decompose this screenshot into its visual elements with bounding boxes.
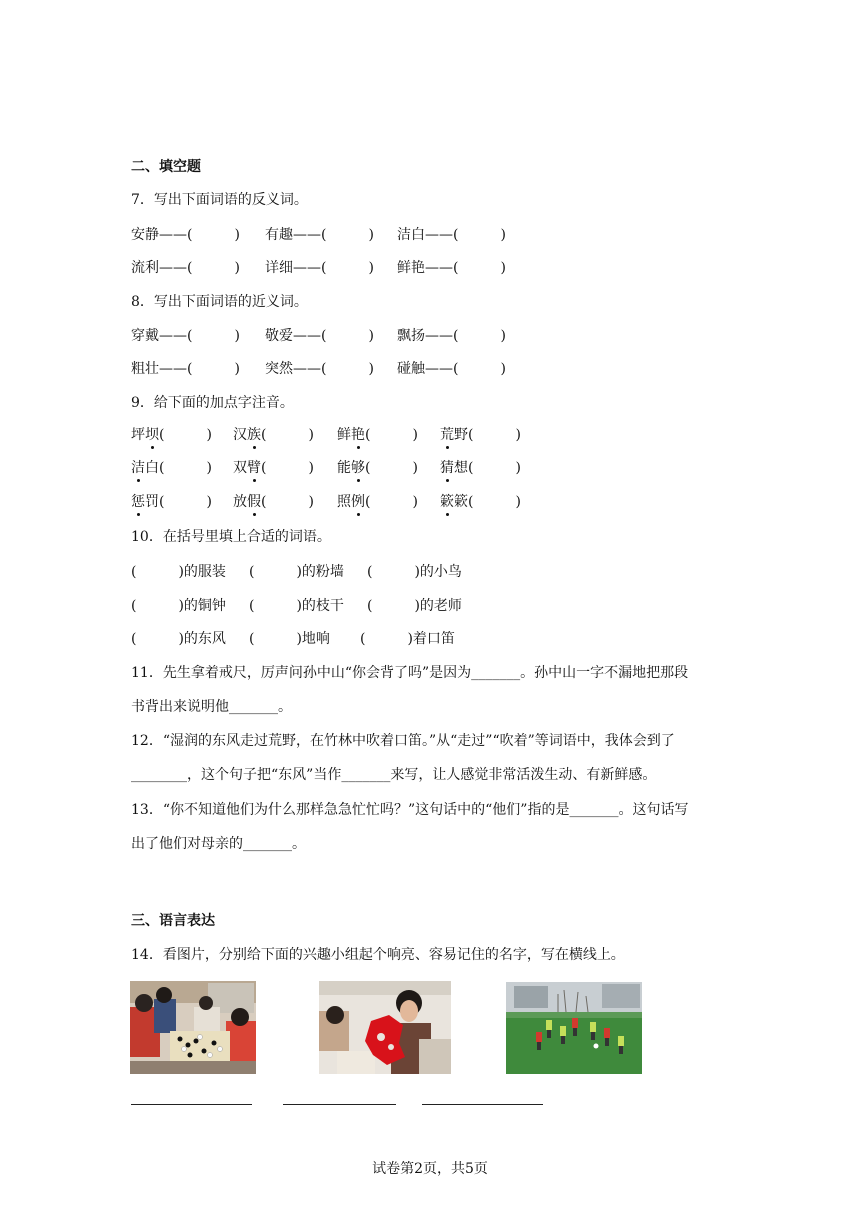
q10-item: ( )地响	[249, 631, 330, 647]
q10-item: ( )的小鸟	[367, 564, 462, 580]
football-group-photo	[506, 982, 642, 1074]
q8-item: 敬爱——( )	[265, 328, 374, 344]
q9-stem: 9．给下面的加点字注音。	[131, 395, 294, 411]
q9-item: 能够( )	[337, 460, 418, 476]
q9-item: 鲜艳( )	[337, 427, 418, 443]
q8-item: 穿戴——( )	[131, 328, 240, 344]
q10-item: ( )的枝干	[249, 598, 344, 614]
q7-item: 洁白——( )	[397, 227, 506, 243]
q10-item: ( )的老师	[367, 598, 462, 614]
chess-group-photo	[130, 981, 256, 1074]
section-3-title: 三、语言表达	[131, 913, 215, 929]
q8-item: 粗壮——( )	[131, 361, 240, 377]
q12-line-1: 12．“湿润的东风走过荒野，在竹林中吹着口笛。”从“走过”“吹着”等词语中，我体会到了	[131, 733, 675, 749]
q12-line-2: ________，这个句子把“东风”当作_______来写，让人感觉非常活泼生动、有新鲜感。	[131, 767, 657, 783]
q9-item: 双臂( )	[233, 460, 314, 476]
answer-line-papercut[interactable]	[283, 1104, 396, 1106]
q11-line-2: 书背出来说明他_______。	[131, 699, 292, 715]
q13-line-2: 出了他们对母亲的_______。	[131, 836, 306, 852]
q9-item: 放假( )	[233, 494, 314, 510]
q10-item: ( )的东风	[131, 631, 226, 647]
q9-item: 坪坝( )	[131, 427, 212, 443]
q10-stem: 10．在括号里填上合适的词语。	[131, 529, 331, 545]
q10-item: ( )的服装	[131, 564, 226, 580]
q11-line-1: 11．先生拿着戒尺，厉声问孙中山“你会背了吗”是因为_______。孙中山一字不漏地把那段	[131, 665, 689, 681]
q9-item: 洁白( )	[131, 460, 212, 476]
q9-item: 汉族( )	[233, 427, 314, 443]
q9-item: 猜想( )	[440, 460, 521, 476]
q8-item: 碰触——( )	[397, 361, 506, 377]
q13-line-1: 13．“你不知道他们为什么那样急急忙忙吗？”这句话中的“他们”指的是_______。这句话写	[131, 802, 689, 818]
q7-item: 有趣——( )	[265, 227, 374, 243]
q7-item: 流利——( )	[131, 260, 240, 276]
q9-item: 荒野( )	[440, 427, 521, 443]
q10-item: ( )的粉墙	[249, 564, 344, 580]
answer-line-football[interactable]	[422, 1104, 543, 1106]
q14-stem: 14．看图片，分别给下面的兴趣小组起个响亮、容易记住的名字，写在横线上。	[131, 947, 625, 963]
q10-item: ( )着口笛	[360, 631, 455, 647]
answer-line-chess[interactable]	[131, 1104, 252, 1106]
page-footer: 试卷第2页，共5页	[372, 1161, 488, 1177]
q7-item: 鲜艳——( )	[397, 260, 506, 276]
q10-item: ( )的铜钟	[131, 598, 226, 614]
q9-item: 照例( )	[337, 494, 418, 510]
q7-item: 安静——( )	[131, 227, 240, 243]
q9-item: 惩罚( )	[131, 494, 212, 510]
q8-item: 飘扬——( )	[397, 328, 506, 344]
q8-item: 突然——( )	[265, 361, 374, 377]
section-2-title: 二、填空题	[131, 159, 201, 175]
q8-stem: 8．写出下面词语的近义词。	[131, 294, 308, 310]
q7-item: 详细——( )	[265, 260, 374, 276]
q7-stem: 7．写出下面词语的反义词。	[131, 192, 308, 208]
papercut-group-photo	[319, 981, 451, 1074]
q9-item: 簌簌( )	[440, 494, 521, 510]
